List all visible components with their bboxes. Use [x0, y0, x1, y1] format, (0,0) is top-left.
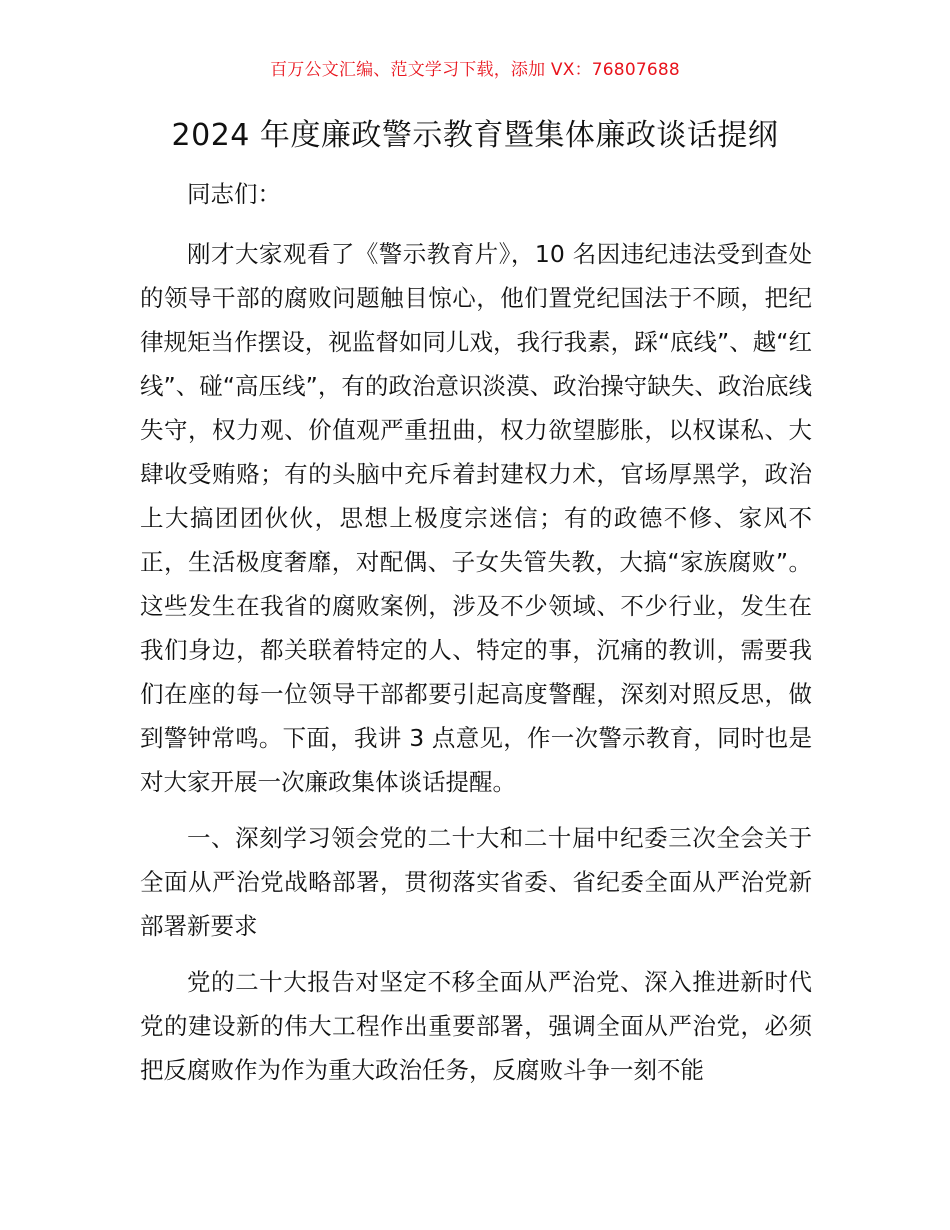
- paragraph-intro: 刚才大家观看了《警示教育片》，10 名因违纪违法受到查处的领导干部的腐败问题触目惊心，他们置党纪国法于不顾，把纪律规矩当作摆设，视监督如同儿戏，我行我素，踩“底线”、越“红线”、碰“高压线”，有的政治意识淡漠、政治操守缺失、政治底线失守，权力观、价值观严重扭曲，权力欲望膨胀，以权谋私、大肆收受贿赂；有的头脑中充斥着封建权力术，官场厚黑学，政治上大搞团团伙伙，思想上极度宗迷信；有的政德不修、家风不正，生活极度奢靡，对配偶、子女失管失教，大搞“家族腐败”。这些发生在我省的腐败案例，涉及不少领域、不少行业，发生在我们身边，都关联着特定的人、特定的事，沉痛的教训，需要我们在座的每一位领导干部都要引起高度警醒，深刻对照反思，做到警钟常鸣。下面，我讲 3 点意见，作一次警示教育，同时也是对大家开展一次廉政集体谈话提醒。: [140, 240, 812, 796]
- watermark-banner: 百万公文汇编、范文学习下载，添加 VX：76807688: [270, 60, 680, 80]
- document-title: 2024 年度廉政警示教育暨集体廉政谈话提纲: [171, 118, 779, 153]
- paragraph-section-1: 党的二十大报告对坚定不移全面从严治党、深入推进新时代党的建设新的伟大工程作出重要部署，强调全面从严治党，必须把反腐败作为作为重大政治任务，反腐败斗争一刻不能: [140, 968, 812, 1084]
- document-body: [140, 172, 812, 1104]
- salutation: 同志们：: [187, 180, 281, 208]
- section-heading-1: 一、深刻学习领会党的二十大和二十届中纪委三次全会关于全面从严治党战略部署，贯彻落实省委、省纪委全面从严治党新部署新要求: [140, 824, 812, 940]
